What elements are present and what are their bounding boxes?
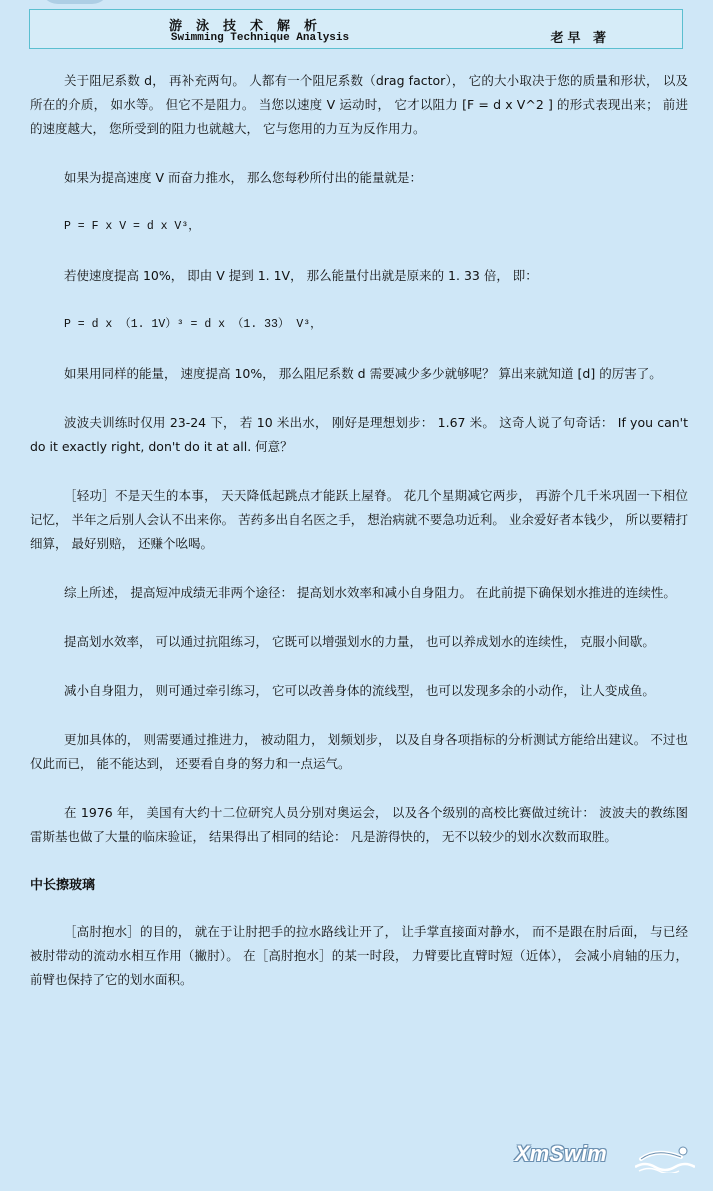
watermark-logo-text: XmSwim [515,1141,607,1166]
paragraph: 若使速度提高 10%， 即由 V 提到 1. 1V， 那么能量付出就是原来的 1. 33 倍， 即： [64,268,538,283]
swimmer-icon [635,1143,695,1173]
paragraph: ［高肘抱水］的目的， 就在于让肘把手的拉水路线让开了， 让手掌直接面对静水， 而不是跟在肘后面， 与已经被肘带动的流动水相互作用（撇肘）。 在［高肘抱水］的某一时段， 力臂要比直臂时短（近体）， 会减小肩轴的压力， 前臂也保持了它的划水面积。 [30,924,688,987]
page-subtitle: Swimming Technique Analysis [170,32,350,44]
section-heading: 中长擦玻璃 [30,878,96,893]
article-header [29,9,683,49]
author-label: 老早 著 [550,31,610,46]
paragraph: 波波夫训练时仅用 23-24 下， 若 10 米出水， 刚好是理想划步： 1.67 米。 这奇人说了句奇话： If you can't do it exactly right, don't do it at all. 何意？ [30,415,688,454]
article-body [30,69,688,1017]
paragraph: 在 1976 年， 美国有大约十二位研究人员分别对奥运会， 以及各个级别的高校比赛做过统计： 波波夫的教练图雷斯基也做了大量的临床验证， 结果得出了相同的结论： 凡是游得快的， 无不以较少的划水次数而取胜。 [30,805,688,844]
top-decoration [40,0,110,4]
paragraph: 关于阻尼系数 d， 再补充两句。 人都有一个阻尼系数（drag factor）， 它的大小取决于您的质量和形状， 以及所在的介质， 如水等。 但它不是阻力。 当您以速度 V 运动时， 它才以阻力 [F = d x V^2 ] 的形式表现出来； 前进的速度越大， 您所受到的阻力也就越大， 它与您用的力互为反作用力。 [30,73,688,136]
site-watermark [515,1137,695,1177]
formula: P = F x V = d x V³， [64,220,200,233]
paragraph: 更加具体的， 则需要通过推进力， 被动阻力， 划频划步， 以及自身各项指标的分析测试方能给出建议。 不过也仅此而已， 能不能达到， 还要看自身的努力和一点运气。 [30,732,688,771]
paragraph: 如果用同样的能量， 速度提高 10%， 那么阻尼系数 d 需要减少多少就够呢？ 算出来就知道 [d] 的厉害了。 [64,366,662,381]
page-title: 游泳技术解析 [168,19,331,34]
paragraph: 减小自身阻力， 则可通过牵引练习， 它可以改善身体的流线型， 也可以发现多余的小动作， 让人变成鱼。 [64,683,655,698]
paragraph: ［轻功］不是天生的本事， 天天降低起跳点才能跃上屋脊。 花几个星期减它两步， 再游个几千米巩固一下相位记忆， 半年之后别人会认不出来你。 苦药多出自名医之手， 想治病就不要急功近利。 业余爱好者本钱少， 所以要精打细算， 最好别赔， 还赚个吆喝。 [30,488,688,551]
paragraph: 如果为提高速度 V 而奋力推水， 那么您每秒所付出的能量就是： [64,170,422,185]
paragraph: 提高划水效率， 可以通过抗阻练习， 它既可以增强划水的力量， 也可以养成划水的连续性， 克服小间歇。 [64,634,655,649]
paragraph: 综上所述， 提高短冲成绩无非两个途径： 提高划水效率和减小自身阻力。 在此前提下确保划水推进的连续性。 [64,585,676,600]
formula: P = d x （1. 1V）³ = d x （1. 33） V³， [64,318,322,331]
